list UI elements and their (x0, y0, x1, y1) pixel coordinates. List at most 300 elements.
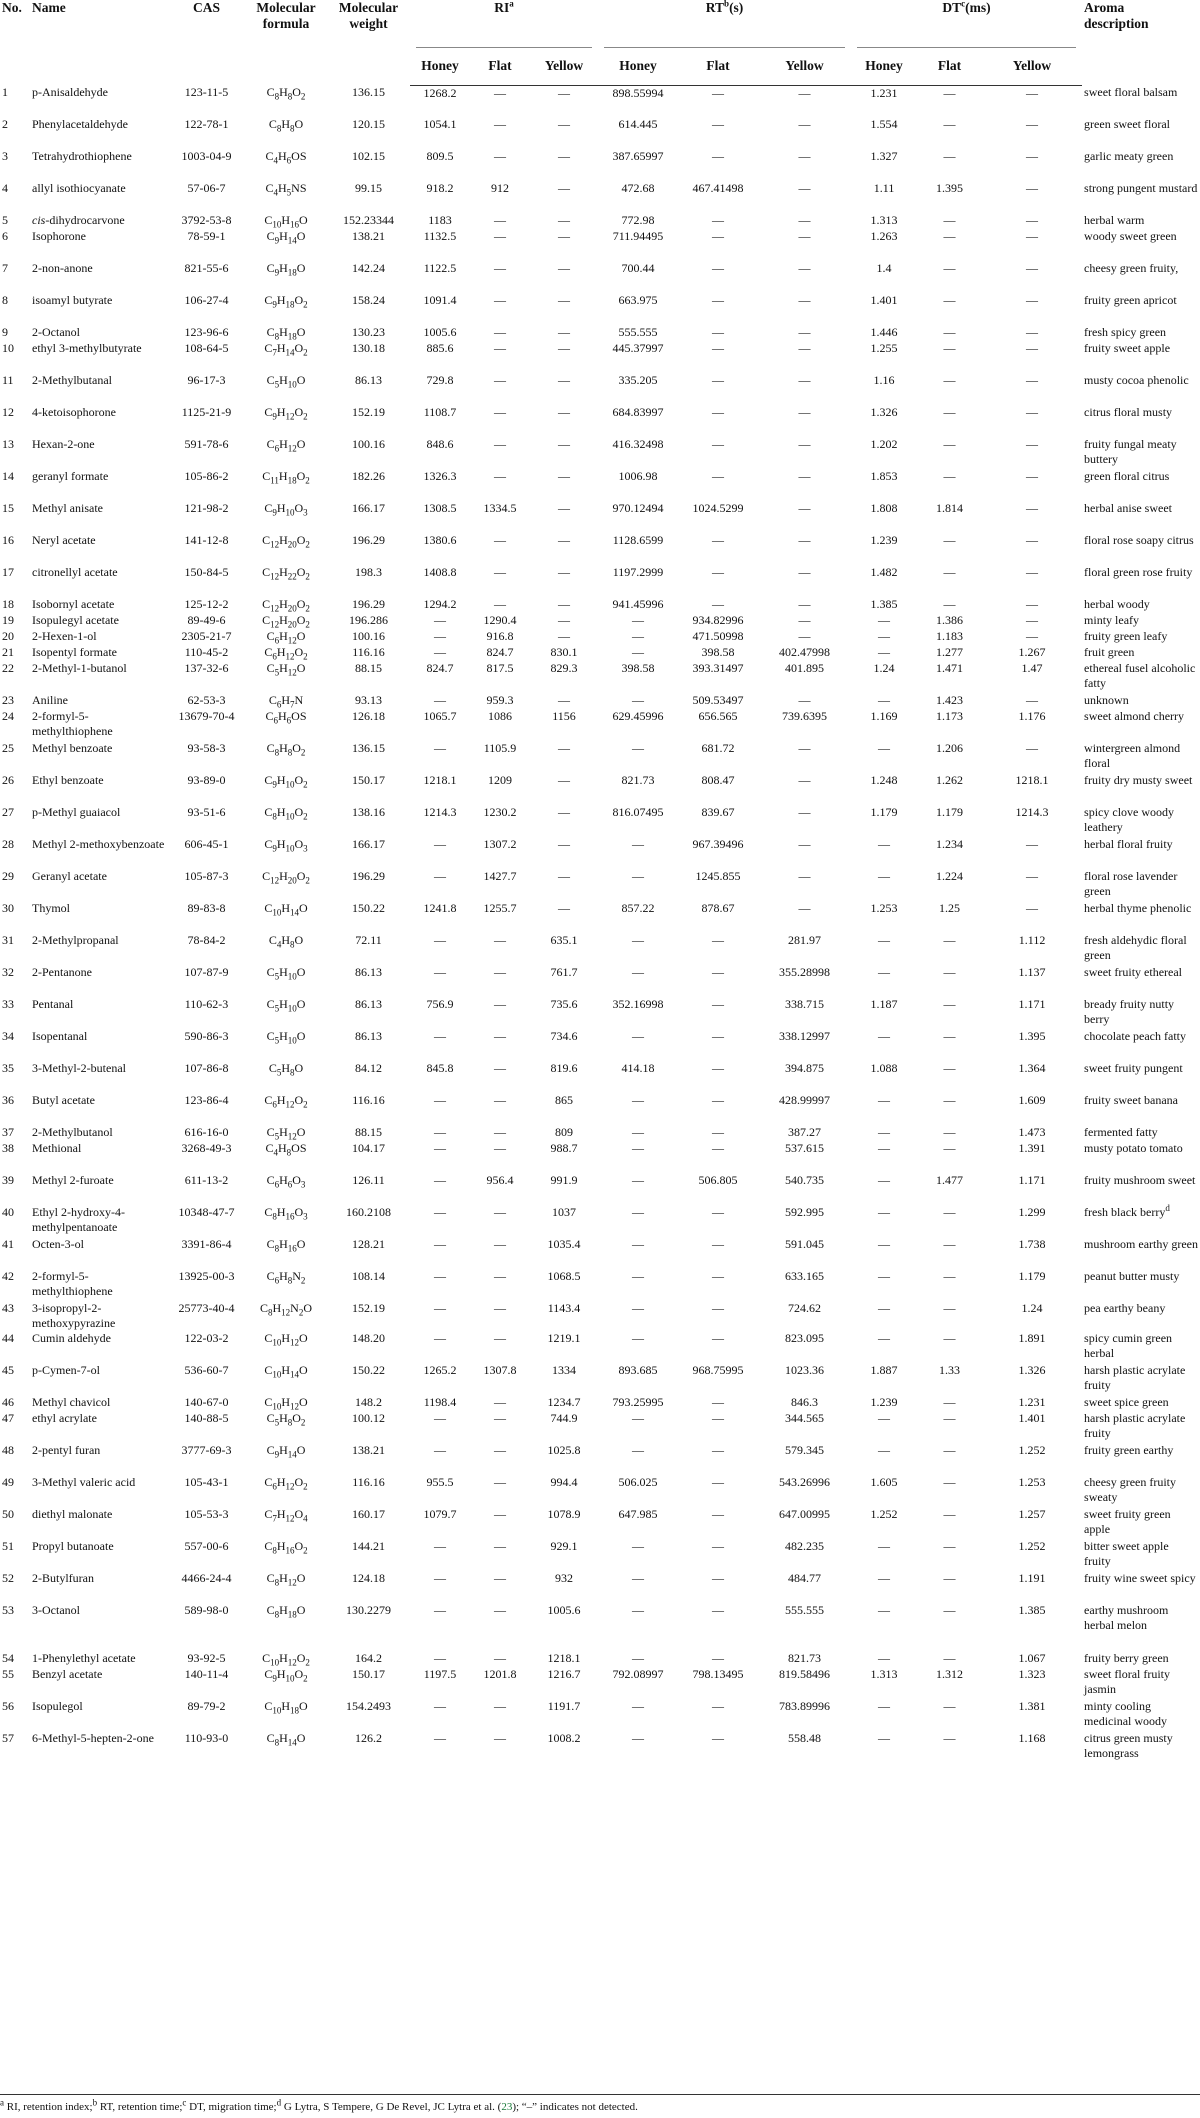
cell-ri-flat: — (494, 1443, 506, 1457)
cell-rt-yellow: 579.345 (785, 1443, 825, 1457)
cell-dt-honey: — (878, 629, 891, 643)
cell-formula: $C_8H_8O$ (268, 117, 304, 134)
cell-formula: $C_8H_{16}O_3$ (264, 1205, 308, 1222)
table-row (0, 1539, 1200, 1571)
cell-rt-honey: — (632, 1269, 645, 1283)
cell-dt-flat: — (943, 565, 956, 579)
cell-aroma: ethereal fusel alcoholic fatty (1084, 661, 1196, 690)
cell-no: 3 (2, 149, 8, 163)
cell-ri-honey: 885.6 (426, 341, 454, 355)
cell-no: 41 (2, 1237, 14, 1251)
cell-no: 28 (2, 837, 14, 851)
cell-rt-honey: — (632, 629, 645, 643)
cell-formula: $C_{11}H_{18}O_2$ (262, 469, 310, 486)
cell-rt-flat: 471.50998 (692, 629, 744, 643)
cell-dt-flat: — (943, 1141, 956, 1155)
cell-weight: 196.286 (349, 613, 388, 627)
cell-rt-yellow: 555.555 (785, 1603, 825, 1617)
cell-dt-yellow: — (1026, 85, 1039, 100)
cell-dt-flat: 1.423 (936, 693, 964, 707)
cell-formula: $C_4H_8O$ (268, 933, 304, 950)
cell-dt-honey: 1.385 (870, 597, 898, 611)
header-aroma-description: Aroma description (1084, 0, 1149, 31)
cell-ri-yellow: 991.9 (550, 1173, 578, 1187)
cell-rt-flat: — (712, 1539, 725, 1553)
cell-name: Octen-3-ol (32, 1237, 84, 1251)
cell-cas: 108-64-5 (184, 341, 229, 355)
cell-cas: 3391-86-4 (181, 1237, 232, 1251)
cell-ri-flat: 1209 (488, 773, 512, 787)
cell-ri-yellow: — (558, 341, 571, 355)
cell-ri-flat: — (494, 1331, 506, 1345)
cell-ri-flat: — (494, 1061, 506, 1075)
cell-no: 50 (2, 1507, 14, 1521)
table-row (0, 213, 1200, 229)
cell-ri-flat: — (494, 933, 506, 947)
cell-aroma: musty potato tomato (1084, 1141, 1183, 1155)
cell-weight: 99.15 (355, 181, 382, 195)
cell-aroma: fruity sweet apple (1084, 341, 1171, 355)
cell-ri-flat: 959.3 (486, 693, 514, 707)
table-row (0, 341, 1200, 373)
cell-formula: $C_5H_{12}O$ (266, 661, 306, 678)
cell-rt-honey: 416.32498 (612, 437, 664, 451)
cell-name: Butyl acetate (32, 1093, 95, 1107)
cell-name: Ethyl benzoate (32, 773, 104, 787)
cell-ri-yellow: 1219.1 (547, 1331, 581, 1345)
cell-rt-yellow: 482.235 (785, 1539, 825, 1553)
cell-rt-honey: 555.555 (618, 325, 658, 339)
cell-ri-honey: — (434, 869, 446, 883)
cell-ri-flat: — (494, 117, 506, 131)
table-row (0, 629, 1200, 645)
cell-dt-flat: 1.179 (936, 805, 964, 819)
cell-no: 9 (2, 325, 8, 339)
cell-rt-flat: 1024.5299 (692, 501, 744, 515)
cell-rt-honey: — (632, 1651, 645, 1665)
header-rt-flat: Flat (678, 48, 758, 85)
cell-rt-yellow: — (798, 341, 811, 355)
cell-dt-yellow: 1.391 (1018, 1141, 1046, 1155)
cell-ri-honey: — (434, 1173, 446, 1187)
cell-cas: 3792-53-8 (181, 213, 232, 227)
cell-ri-flat: — (494, 1093, 506, 1107)
cell-formula: $C_9H_{10}O_3$ (264, 501, 308, 518)
cell-dt-yellow: — (1026, 469, 1039, 483)
cell-rt-flat: — (712, 533, 725, 547)
cell-weight: 150.22 (352, 901, 385, 915)
cell-weight: 152.19 (352, 405, 385, 419)
cell-dt-flat: — (943, 1443, 956, 1457)
cell-dt-flat: 1.312 (936, 1667, 964, 1681)
cell-rt-honey: 629.45996 (612, 709, 664, 723)
cell-dt-yellow: — (1026, 613, 1039, 627)
table-row (0, 1395, 1200, 1411)
cell-ri-honey: 918.2 (426, 181, 454, 195)
cell-no: 13 (2, 437, 14, 451)
cell-ri-honey: — (434, 1651, 446, 1665)
cell-name: Isophorone (32, 229, 86, 243)
cell-cas: 121-98-2 (184, 501, 229, 515)
cell-dt-honey: — (878, 1603, 891, 1617)
cell-name: 2-Butylfuran (32, 1571, 94, 1585)
cell-dt-flat: — (943, 293, 956, 307)
table-row (0, 1125, 1200, 1141)
cell-formula: $C_8H_{18}O$ (266, 1603, 306, 1620)
cell-cas: 10348-47-7 (178, 1205, 235, 1219)
cell-ri-flat: — (494, 1205, 506, 1219)
cell-ri-honey: 1005.6 (423, 325, 457, 339)
cell-formula: $C_6H_{12}O$ (266, 629, 306, 646)
cell-rt-flat: — (712, 565, 725, 579)
header-rt: $RT^b(s)$ (598, 0, 851, 48)
cell-weight: 160.17 (352, 1507, 385, 1521)
cell-rt-honey: — (632, 1331, 645, 1345)
cell-dt-flat: — (943, 1331, 956, 1345)
table-row (0, 1301, 1200, 1331)
cell-rt-yellow: 591.045 (785, 1237, 825, 1251)
cell-cas: 141-12-8 (184, 533, 229, 547)
cell-no: 48 (2, 1443, 14, 1457)
cell-ri-honey: 1108.7 (423, 405, 457, 419)
cell-cas: 125-12-2 (184, 597, 229, 611)
table-row (0, 1603, 1200, 1651)
cell-rt-flat: — (712, 1603, 725, 1617)
cell-dt-honey: — (878, 1125, 891, 1139)
cell-name: allyl isothiocyanate (32, 181, 126, 195)
cell-name: Methyl chavicol (32, 1395, 111, 1409)
cell-dt-flat: 1.206 (936, 741, 964, 755)
cell-ri-yellow: — (558, 325, 571, 339)
cell-rt-honey: — (632, 1411, 645, 1425)
cell-dt-yellow: — (1026, 837, 1039, 851)
cell-dt-honey: 1.853 (870, 469, 898, 483)
cell-aroma: sweet spice green (1084, 1395, 1169, 1409)
cell-aroma: herbal woody (1084, 597, 1150, 611)
cell-weight: 196.29 (352, 869, 385, 883)
cell-rt-yellow: — (798, 901, 811, 915)
cell-ri-yellow: — (558, 773, 571, 787)
cell-rt-yellow: — (798, 501, 811, 515)
cell-ri-flat: 1307.2 (483, 837, 517, 851)
cell-ri-yellow: 1218.1 (547, 1651, 581, 1665)
cell-dt-honey: — (878, 1237, 891, 1251)
cell-dt-honey: 1.252 (870, 1507, 898, 1521)
table-row (0, 325, 1200, 341)
cell-rt-honey: 816.07495 (612, 805, 664, 819)
cell-formula: $C_4H_5NS$ (265, 181, 307, 198)
table-row (0, 181, 1200, 213)
cell-weight: 138.16 (352, 805, 385, 819)
cell-rt-flat: — (712, 229, 725, 243)
cell-rt-honey: — (632, 1301, 645, 1315)
cell-ri-yellow: — (558, 901, 571, 915)
header-rt-yellow: Yellow (758, 48, 851, 85)
cell-ri-flat: — (494, 1141, 506, 1155)
cell-rt-honey: 898.55994 (612, 85, 664, 100)
cell-weight: 166.17 (352, 837, 385, 851)
cell-formula: $C_5H_{10}O$ (266, 965, 306, 982)
cell-rt-yellow: — (798, 293, 811, 307)
cell-dt-honey: 1.887 (870, 1363, 898, 1377)
table-row (0, 805, 1200, 837)
cell-dt-honey: 1.808 (870, 501, 898, 515)
cell-ri-honey: — (434, 613, 446, 627)
cell-dt-yellow: 1.252 (1018, 1443, 1046, 1457)
cell-name: Pentanal (32, 997, 74, 1011)
cell-rt-yellow: 846.3 (791, 1395, 819, 1409)
cell-dt-flat: — (943, 965, 956, 979)
cell-ri-yellow: — (558, 437, 571, 451)
cell-name: Isopulegol (32, 1699, 83, 1713)
cell-dt-yellow: 1.267 (1018, 645, 1046, 659)
cell-dt-yellow: — (1026, 325, 1039, 339)
cell-rt-honey: 970.12494 (612, 501, 664, 515)
cell-rt-honey: 684.83997 (612, 405, 664, 419)
cell-ri-flat: — (494, 149, 506, 163)
cell-dt-flat: — (943, 341, 956, 355)
cell-ri-honey: — (434, 629, 446, 643)
cell-weight: 86.13 (355, 373, 382, 387)
cell-dt-flat: — (943, 1125, 956, 1139)
cell-formula: $C_9H_{14}O$ (266, 229, 306, 246)
cell-ri-flat: 824.7 (486, 645, 514, 659)
table-row (0, 1331, 1200, 1363)
cell-formula: $C_{10}H_{12}O_2$ (262, 1651, 310, 1668)
cell-cas: 25773-40-4 (178, 1301, 235, 1315)
cell-dt-yellow: — (1026, 117, 1039, 131)
cell-rt-flat: — (712, 1331, 725, 1345)
cell-dt-flat: — (943, 1395, 956, 1409)
header-ri-yellow: Yellow (530, 48, 598, 85)
cell-ri-honey: 1265.2 (423, 1363, 457, 1377)
cell-ri-yellow: — (558, 805, 571, 819)
cell-ri-honey: 1380.6 (423, 533, 457, 547)
table-row (0, 1269, 1200, 1301)
cell-weight: 120.15 (352, 117, 385, 131)
cell-aroma: wintergreen almond floral (1084, 741, 1181, 770)
cell-rt-flat: — (712, 965, 725, 979)
cell-dt-honey: 1.401 (870, 293, 898, 307)
cell-dt-yellow: — (1026, 501, 1039, 515)
table-row (0, 229, 1200, 261)
table-row (0, 1699, 1200, 1731)
cell-cas: 123-11-5 (184, 85, 229, 99)
cell-ri-flat: 1334.5 (483, 501, 517, 515)
cell-rt-honey: 772.98 (621, 213, 655, 227)
cell-aroma: herbal floral fruity (1084, 837, 1173, 851)
cell-no: 53 (2, 1603, 14, 1617)
cell-ri-honey: — (434, 933, 446, 947)
cell-ri-flat: — (494, 1029, 506, 1043)
cell-rt-yellow: 724.62 (788, 1301, 822, 1315)
cell-rt-yellow: — (798, 261, 811, 275)
cell-ri-flat: — (494, 341, 506, 355)
cell-rt-honey: 792.08997 (612, 1667, 664, 1681)
cell-rt-flat: — (712, 405, 725, 419)
cell-dt-yellow: 1.257 (1018, 1507, 1046, 1521)
cell-formula: $C_6H_{12}O_2$ (264, 1093, 308, 1110)
cell-ri-honey: 1065.7 (423, 709, 457, 723)
cell-ri-flat: — (494, 565, 506, 579)
cell-ri-yellow: — (558, 741, 571, 755)
table-row (0, 1029, 1200, 1061)
cell-rt-yellow: — (798, 149, 811, 163)
cell-dt-honey: 1.231 (870, 85, 898, 100)
cell-ri-honey: 756.9 (426, 997, 454, 1011)
cell-ri-flat: — (494, 1475, 506, 1489)
cell-ri-yellow: 865 (555, 1093, 574, 1107)
cell-dt-flat: — (943, 1731, 956, 1745)
cell-rt-honey: 893.685 (618, 1363, 658, 1377)
cell-no: 20 (2, 629, 14, 643)
cell-rt-yellow: 647.00995 (779, 1507, 831, 1521)
cell-cas: 105-53-3 (184, 1507, 229, 1521)
cell-ri-yellow: — (558, 373, 571, 387)
cell-dt-honey: — (878, 693, 891, 707)
cell-cas: 13925-00-3 (178, 1269, 235, 1283)
cell-no: 18 (2, 597, 14, 611)
cell-dt-yellow: — (1026, 373, 1039, 387)
cell-rt-flat: — (712, 1125, 725, 1139)
cell-ri-flat: 912 (491, 181, 509, 195)
cell-ri-flat: — (494, 1571, 506, 1585)
cell-ri-yellow: — (558, 117, 571, 131)
cell-aroma: spicy cumin green herbal (1084, 1331, 1173, 1360)
cell-dt-flat: — (943, 597, 956, 611)
cell-no: 52 (2, 1571, 14, 1585)
cell-rt-honey: 335.205 (618, 373, 658, 387)
cell-rt-yellow: 558.48 (788, 1731, 822, 1745)
cell-rt-honey: — (632, 1539, 645, 1553)
table-row (0, 501, 1200, 533)
cell-dt-honey: 1.179 (870, 805, 898, 819)
cell-rt-flat: 467.41498 (692, 181, 744, 195)
cell-formula: $C_{12}H_{20}O_2$ (262, 613, 310, 630)
cell-no: 30 (2, 901, 14, 915)
cell-no: 51 (2, 1539, 14, 1553)
cell-aroma: fruit green (1084, 645, 1135, 659)
cell-no: 34 (2, 1029, 14, 1043)
cell-aroma: bitter sweet apple fruity (1084, 1539, 1169, 1568)
cell-rt-yellow: 401.895 (785, 661, 825, 675)
cell-rt-yellow: 1023.36 (785, 1363, 825, 1377)
cell-rt-honey: 1128.6599 (612, 533, 664, 547)
cell-dt-honey: 1.446 (870, 325, 898, 339)
cell-name: Methyl benzoate (32, 741, 113, 755)
cell-dt-yellow: 1.395 (1018, 1029, 1046, 1043)
cell-name: ethyl acrylate (32, 1411, 97, 1425)
cell-cas: 590-86-3 (184, 1029, 229, 1043)
cell-dt-yellow: 1.891 (1018, 1331, 1046, 1345)
cell-dt-yellow: — (1026, 565, 1039, 579)
cell-ri-flat: — (494, 1651, 506, 1665)
reference-link[interactable]: 23 (501, 2101, 513, 2113)
cell-dt-yellow: 1.47 (1021, 661, 1043, 675)
cell-dt-flat: — (943, 213, 956, 227)
cell-rt-flat: — (712, 1395, 725, 1409)
cell-ri-flat: — (494, 997, 506, 1011)
cell-ri-honey: — (434, 645, 446, 659)
cell-weight: 104.17 (352, 1141, 385, 1155)
cell-aroma: chocolate peach fatty (1084, 1029, 1186, 1043)
cell-dt-flat: — (943, 325, 956, 339)
cell-formula: $C_8H_{10}O_2$ (264, 805, 308, 822)
table-row (0, 693, 1200, 709)
cell-cas: 110-93-0 (184, 1731, 229, 1745)
cell-rt-flat: 656.565 (698, 709, 738, 723)
cell-ri-flat: 1201.8 (483, 1667, 517, 1681)
cell-ri-yellow: — (558, 85, 571, 100)
cell-ri-flat: — (494, 1237, 506, 1251)
cell-rt-yellow: — (798, 85, 811, 100)
cell-ri-yellow: 1005.6 (547, 1603, 581, 1617)
cell-ri-honey: 1183 (428, 213, 452, 227)
cell-dt-flat: 1.386 (936, 613, 964, 627)
cell-dt-yellow: — (1026, 741, 1039, 755)
cell-dt-flat: — (943, 1507, 956, 1521)
cell-dt-flat: — (943, 437, 956, 451)
cell-formula: $C_{12}H_{20}O_2$ (262, 533, 310, 550)
cell-formula: $C_6H_6OS$ (265, 709, 307, 726)
table-row (0, 661, 1200, 693)
cell-dt-honey: 1.605 (870, 1475, 898, 1489)
table-row (0, 1475, 1200, 1507)
cell-aroma: fresh black berry$^d$ (1084, 1203, 1170, 1219)
cell-rt-honey: 663.975 (618, 293, 658, 307)
cell-aroma: unknown (1084, 693, 1129, 707)
table-row (0, 1731, 1200, 1779)
cell-dt-honey: 1.253 (870, 901, 898, 915)
cell-name: citronellyl acetate (32, 565, 118, 579)
cell-rt-flat: — (712, 85, 725, 100)
cell-dt-honey: 1.16 (873, 373, 895, 387)
cell-rt-honey: — (632, 869, 645, 883)
cell-rt-yellow: — (798, 469, 811, 483)
cell-dt-honey: 1.169 (870, 709, 898, 723)
cell-formula: $C_8H_{12}N_2O$ (259, 1301, 313, 1318)
cell-dt-honey: 1.202 (870, 437, 898, 451)
cell-rt-yellow: 823.095 (785, 1331, 825, 1345)
cell-rt-yellow: 783.89996 (779, 1699, 831, 1713)
cell-aroma: cheesy green fruity sweaty (1084, 1475, 1177, 1504)
cell-ri-yellow: — (558, 837, 571, 851)
cell-cas: 105-86-2 (184, 469, 229, 483)
cell-dt-yellow: 1.231 (1018, 1395, 1046, 1409)
cell-formula: $C_{10}H_{16}O$ (264, 213, 308, 230)
cell-dt-yellow: 1.299 (1018, 1205, 1046, 1219)
cell-rt-flat: 398.58 (701, 645, 735, 659)
cell-dt-yellow: 1.24 (1021, 1301, 1043, 1315)
cell-rt-flat: — (712, 933, 725, 947)
cell-ri-flat: — (494, 1269, 506, 1283)
cell-dt-yellow: 1.381 (1018, 1699, 1046, 1713)
cell-weight: 196.29 (352, 533, 385, 547)
cell-formula: $C_8H_{16}O_2$ (264, 1539, 308, 1556)
cell-formula: $C_6H_7N$ (268, 693, 304, 710)
cell-rt-yellow: 338.715 (785, 997, 825, 1011)
cell-ri-flat: — (494, 261, 506, 275)
cell-ri-honey: — (434, 1125, 446, 1139)
cell-formula: $C_5H_{10}O$ (266, 373, 306, 390)
cell-no: 16 (2, 533, 14, 547)
cell-aroma: mushroom earthy green (1084, 1237, 1199, 1251)
cell-name: Isobornyl acetate (32, 597, 115, 611)
cell-rt-flat: — (712, 373, 725, 387)
cell-no: 29 (2, 869, 14, 883)
cell-dt-yellow: 1.609 (1018, 1093, 1046, 1107)
cell-dt-yellow: — (1026, 437, 1039, 451)
